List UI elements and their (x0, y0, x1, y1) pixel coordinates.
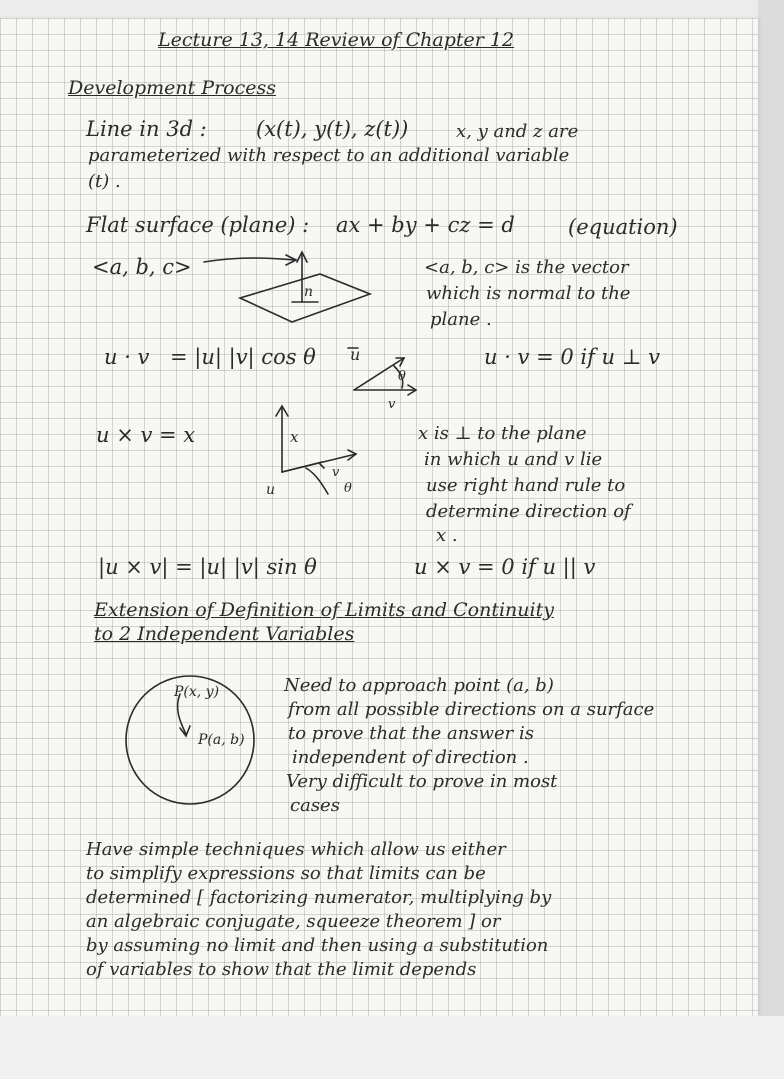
limits-desc-4: independent of direction . (292, 747, 529, 768)
cross-magnitude-equation: |u × v| = |u| |v| sin θ (98, 555, 317, 579)
cross-desc-2: in which u and v lie (424, 449, 603, 470)
dot-u-label: u (350, 345, 361, 364)
limits-desc-5: Very difficult to prove in most (286, 771, 558, 792)
plane-normal-vector: <a, b, c> (92, 255, 192, 279)
cross-desc-1: x is ⊥ to the plane (418, 423, 587, 444)
line3d-desc-1: x, y and z are (456, 121, 579, 142)
circle-label-pab: P(a, b) (198, 732, 245, 748)
cross-product-sketch (262, 402, 372, 502)
plane-sketch (200, 246, 390, 326)
cross-v-label: v (332, 465, 340, 480)
dot-condition: u · v = 0 if u ⊥ v (484, 345, 661, 369)
limits-desc-1: Need to approach point (a, b) (284, 675, 554, 696)
page-bottom-margin (0, 1016, 784, 1079)
section-heading-limits-1: Extension of Definition of Limits and Continuity (94, 599, 554, 621)
cross-u-label: u (266, 482, 276, 498)
dot-v-label: v (388, 397, 396, 412)
cross-desc-3: use right hand rule to (426, 475, 626, 496)
cross-x-label: x (290, 428, 299, 446)
plane-lead: Flat surface (plane) : (86, 213, 310, 237)
techniques-line-2: to simplify expressions so that limits can be (86, 863, 486, 884)
cross-equation: u × v = x (96, 423, 196, 447)
cross-magnitude-condition: u × v = 0 if u || v (414, 555, 596, 579)
circle-label-pxy: P(x, y) (174, 684, 220, 700)
techniques-line-6: of variables to show that the limit depends (86, 959, 477, 980)
plane-desc-3: plane . (430, 309, 492, 330)
limits-desc-6: cases (290, 795, 340, 816)
plane-equation: ax + by + cz = d (336, 213, 515, 237)
plane-normal-label: n (304, 284, 314, 300)
section-heading-development: Development Process (68, 77, 276, 99)
limits-desc-3: to prove that the answer is (288, 723, 534, 744)
page-title: Lecture 13, 14 Review of Chapter 12 (158, 29, 515, 51)
section-heading-limits-2: to 2 Independent Variables (94, 623, 355, 645)
cross-theta-label: θ (344, 481, 352, 496)
plane-desc-2: which is normal to the (426, 283, 631, 304)
techniques-line-4: an algebraic conjugate, squeeze theorem ] or (86, 911, 501, 932)
line3d-desc-2: parameterized with respect to an additional variable (88, 145, 570, 166)
plane-desc-1: <a, b, c> is the vector (424, 257, 629, 278)
plane-equation-note: (equation) (568, 215, 678, 239)
line3d-expression: (x(t), y(t), z(t)) (256, 117, 409, 141)
dot-lhs: u · v (104, 345, 150, 369)
dot-rhs: = |u| |v| cos θ (170, 345, 316, 369)
scanner-edge (758, 0, 784, 1079)
techniques-line-1: Have simple techniques which allow us either (86, 839, 506, 860)
approach-circle-sketch (122, 672, 262, 812)
techniques-line-5: by assuming no limit and then using a substitution (86, 935, 549, 956)
line3d-lead: Line in 3d : (86, 117, 207, 141)
cross-desc-5: x . (436, 525, 458, 546)
line3d-desc-3: (t) . (88, 171, 121, 192)
cross-desc-4: determine direction of (426, 501, 631, 522)
techniques-line-3: determined [ factorizing numerator, multiplying by (86, 887, 552, 908)
limits-desc-2: from all possible directions on a surface (288, 699, 655, 720)
dot-theta-label: θ (398, 369, 406, 384)
